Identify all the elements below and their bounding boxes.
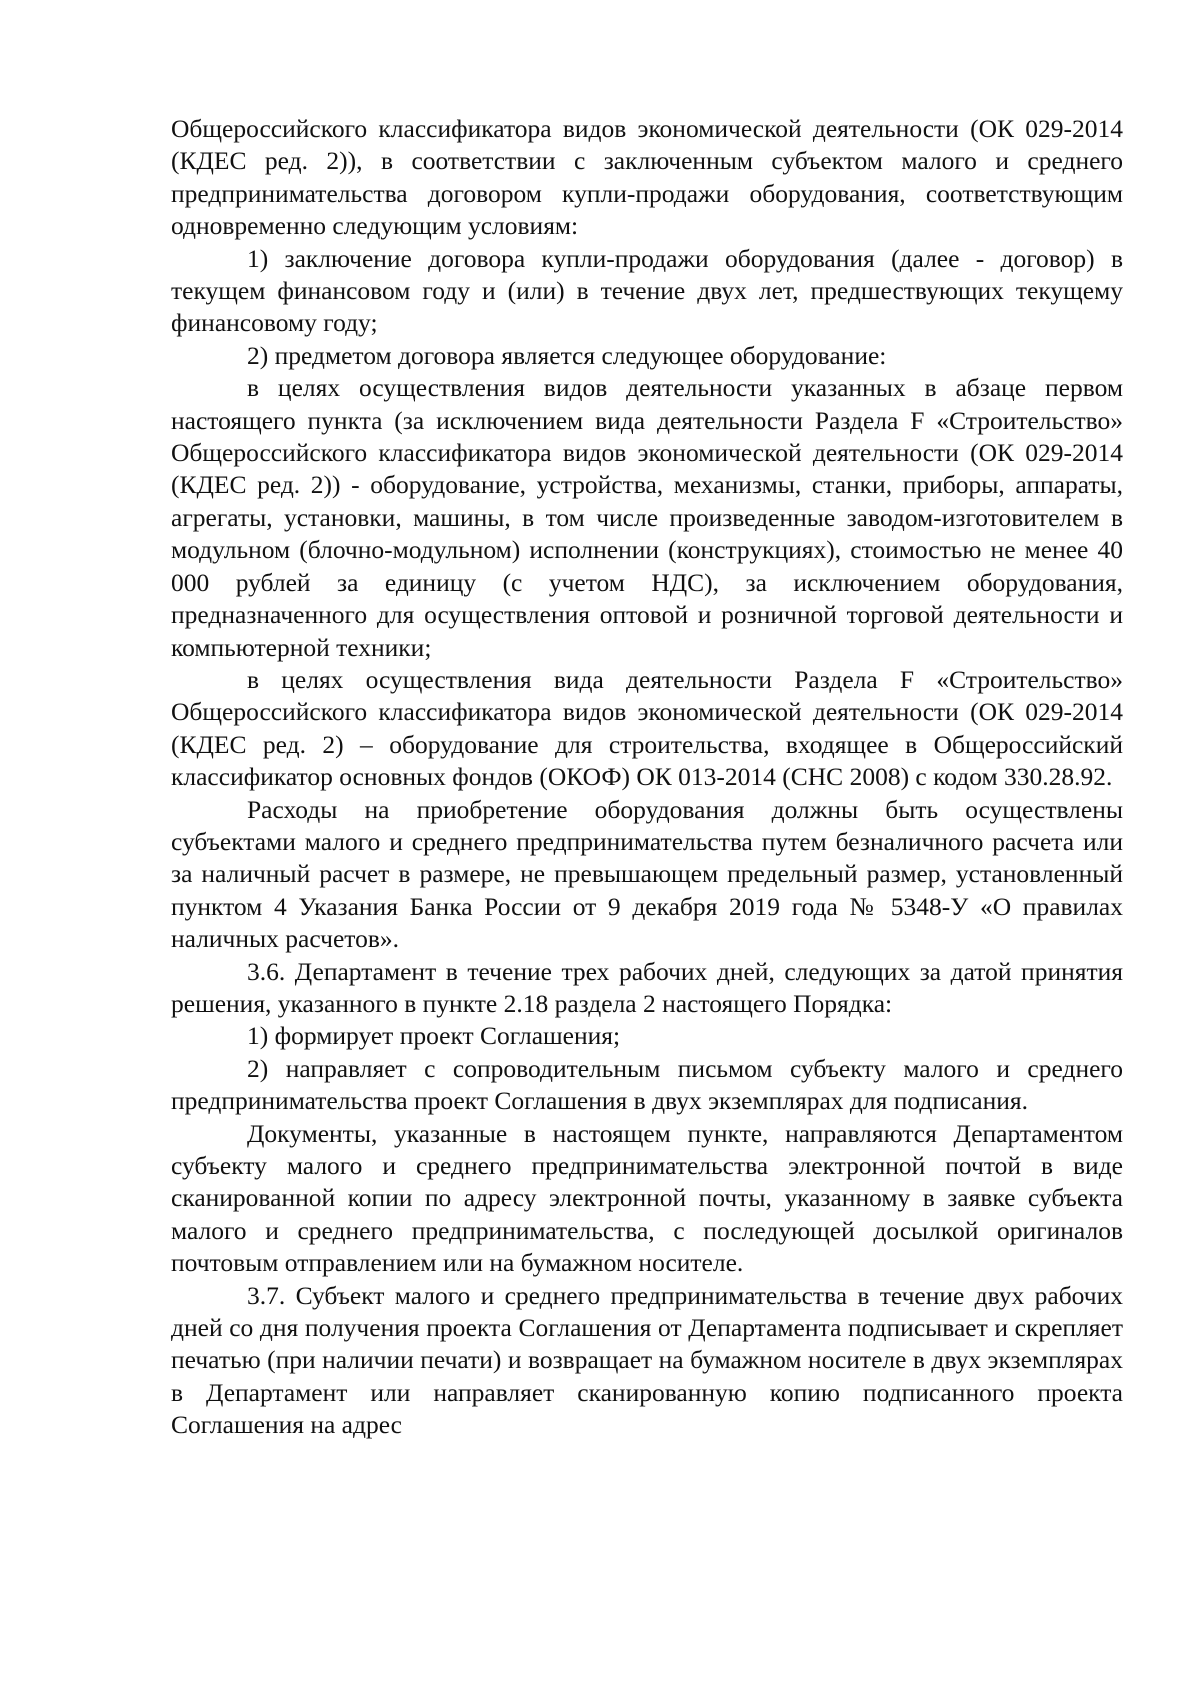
paragraph-classifier-continuation: Общероссийского классификатора видов экономической деятельности (ОК 029-2014 (КДЕС ред. 2)), в соответствии с заключенным субъектом малого и среднего предпринимательства договором купли-продажи оборудования, соответствующим одновременно следующим условиям: <box>171 114 1123 241</box>
document-page <box>171 113 1123 1442</box>
paragraph-section-3-6: 3.6. Департамент в течение трех рабочих дней, следующих за датой принятия решения, указанного в пункте 2.18 раздела 2 настоящего Порядка: <box>171 956 1123 1018</box>
paragraph-payment-expenses: Расходы на приобретение оборудования должны быть осуществлены субъектами малого и среднего предпринимательства путем безналичного расчета или за наличный расчет в размере, не превышающем предельный размер, установленный пунктом 4 Указания Банка России от 9 декабря 2019 года № 5348-У «О правилах наличных расчетов». <box>171 794 1123 954</box>
paragraph-documents-sending: Документы, указанные в настоящем пункте, направляются Департаментом субъекту малого и среднего предпринимательства электронной почтой в виде сканированной копии по адресу электронной почты, указанному в заявке субъекта малого и среднего предпринимательства, с последующей досылкой оригиналов почтовым отправлением или на бумажном носителе. <box>171 1118 1123 1278</box>
paragraph-section-3-7: 3.7. Субъект малого и среднего предпринимательства в течение двух рабочих дней со дня получения проекта Соглашения от Департамента подписывает и скрепляет печатью (при наличии печати) и возвращает на бумажном носителе в двух экземплярах в Департамент или направляет сканированную копию подписанного проекта Соглашения на адрес <box>171 1280 1123 1440</box>
paragraph-condition-1: 1) заключение договора купли-продажи оборудования (далее - договор) в текущем финансовом году и (или) в течение двух лет, предшествующих текущему финансовому году; <box>171 243 1123 338</box>
paragraph-equipment-construction: в целях осуществления вида деятельности Раздела F «Строительство» Общероссийского классификатора видов экономической деятельности (ОК 029-2014 (КДЕС ред. 2) – оборудование для строительства, входящее в Общероссийский классификатор основных фондов (ОКОФ) ОК 013-2014 (СНС 2008) с кодом 330.28.92. <box>171 664 1123 792</box>
paragraph-3-6-item-2: 2) направляет с сопроводительным письмом субъекту малого и среднего предпринимательства проект Соглашения в двух экземплярах для подписания. <box>171 1053 1123 1116</box>
paragraph-condition-2: 2) предметом договора является следующее оборудование: <box>247 340 887 370</box>
paragraph-3-6-item-1: 1) формирует проект Соглашения; <box>247 1021 621 1051</box>
paragraph-equipment-general: в целях осуществления видов деятельности указанных в абзаце первом настоящего пункта (за исключением вида деятельности Раздела F «Строительство» Общероссийского классификатора видов экономической деятельности (ОК 029-2014 (КДЕС ред. 2)) - оборудование, устройства, механизмы, станки, приборы, аппараты, агрегаты, установки, машины, в том числе произведенные заводом-изготовителем в модульном (блочно-модульном) исполнении (конструкциях), стоимостью не менее 40 000 рублей за единицу (с учетом НДС), за исключением оборудования, предназначенного для осуществления оптовой и розничной торговой деятельности и компьютерной техники; <box>171 373 1123 662</box>
